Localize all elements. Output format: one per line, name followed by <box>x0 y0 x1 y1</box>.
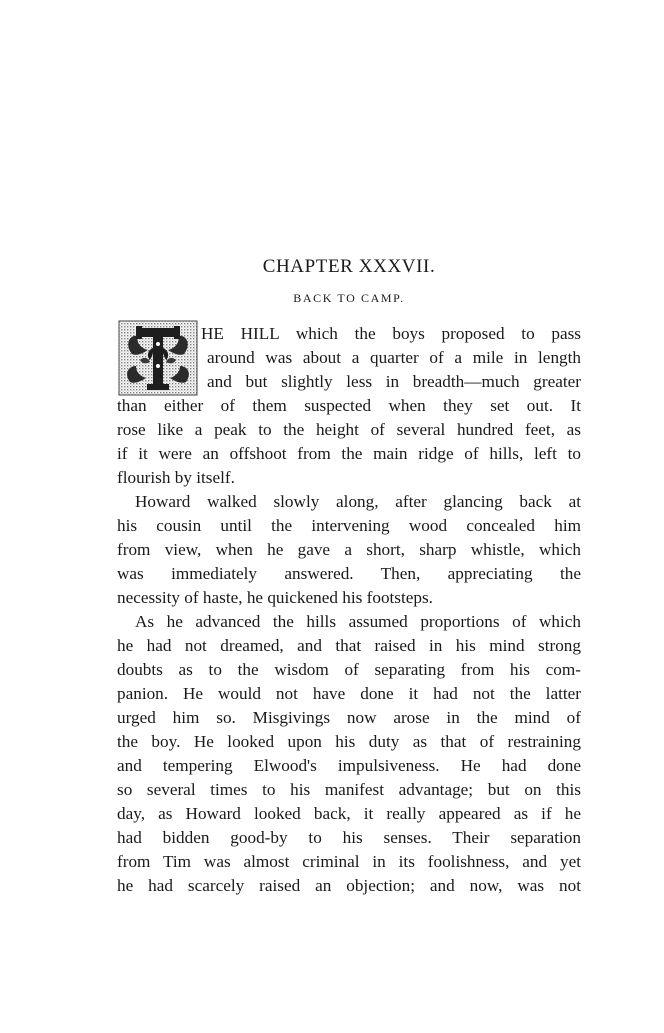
drop-cap-ornament <box>118 320 198 396</box>
text-line: doubts as to the wisdom of separating from his com- <box>117 660 581 679</box>
chapter-subtitle: BACK TO CAMP. <box>293 291 405 305</box>
text-line: so several times to his manifest advantage; but on this <box>117 780 581 799</box>
text-line: and tempering Elwood's impulsiveness. He had done <box>117 756 581 775</box>
text-line: the boy. He looked upon his duty as that of restraining <box>117 732 581 751</box>
text-line: flourish by itself. <box>117 468 235 487</box>
text-line: day, as Howard looked back, it really appeared as if he <box>117 804 581 823</box>
text-line: was immediately answered. Then, appreciating the <box>117 564 581 583</box>
text-line: Howard walked slowly along, after glancing back at <box>135 492 581 511</box>
text-line: from Tim was almost criminal in its foolishness, and yet <box>117 852 581 871</box>
text-line: he had not dreamed, and that raised in his mind strong <box>117 636 581 655</box>
text-line: if it were an offshoot from the main ridge of hills, left to <box>117 444 581 463</box>
text-line: he had scarcely raised an objection; and now, was not <box>117 876 581 895</box>
text-line: rose like a peak to the height of several hundred feet, as <box>117 420 581 439</box>
text-line: around was about a quarter of a mile in length <box>207 348 581 367</box>
text-line: HE HILL which the boys proposed to pass <box>201 324 581 343</box>
chapter-title: CHAPTER XXXVII. <box>262 256 436 277</box>
text-line: than either of them suspected when they set out. It <box>117 396 581 415</box>
text-line: his cousin until the intervening wood concealed him <box>117 516 581 535</box>
text-line: and but slightly less in breadth—much greater <box>207 372 581 391</box>
text-line: from view, when he gave a short, sharp whistle, which <box>117 540 581 559</box>
text-line: urged him so. Misgivings now arose in the mind of <box>117 708 581 727</box>
text-line: had bidden good-by to his senses. Their separation <box>117 828 581 847</box>
text-line: As he advanced the hills assumed proportions of which <box>135 612 581 631</box>
text-line: necessity of haste, he quickened his footsteps. <box>117 588 433 607</box>
text-line: panion. He would not have done it had not the latter <box>117 684 581 703</box>
